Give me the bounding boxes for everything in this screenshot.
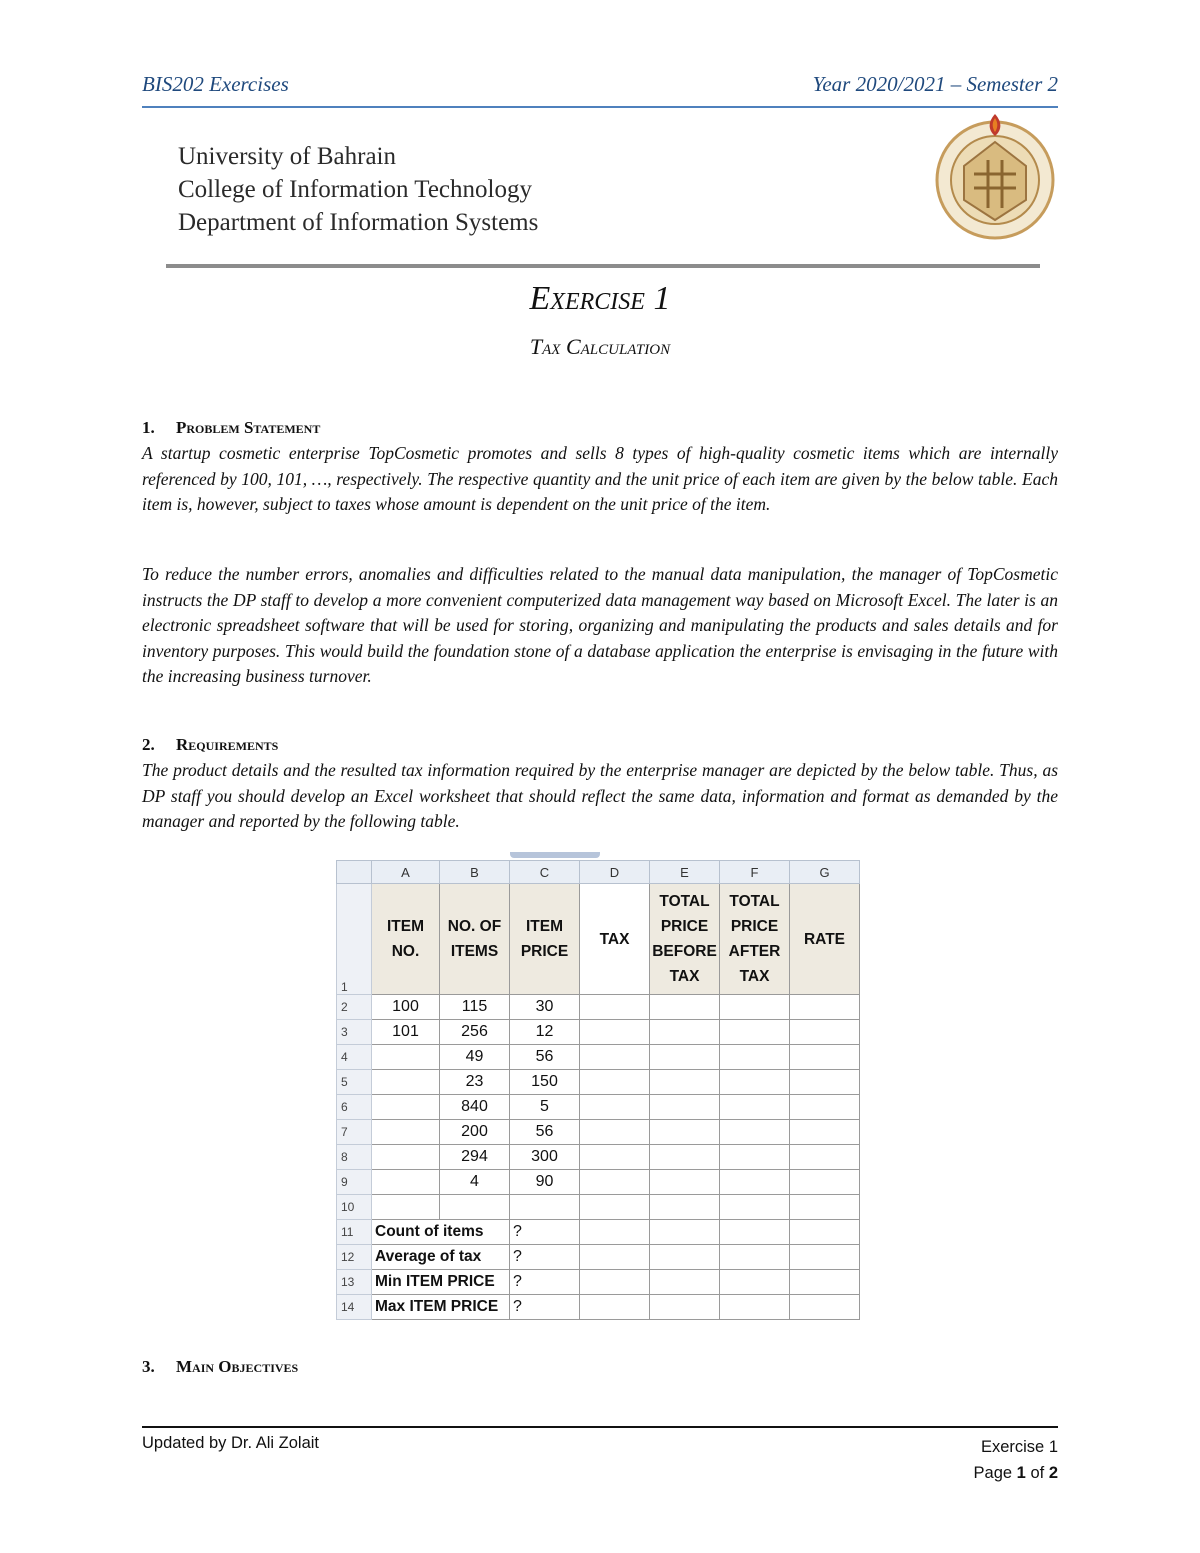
tax-cell <box>580 1195 650 1220</box>
term-label: Year 2020/2021 – Semester 2 <box>812 72 1058 96</box>
no-of-items-cell: 49 <box>440 1045 510 1070</box>
no-of-items-cell: 200 <box>440 1120 510 1145</box>
rate-cell <box>790 1120 860 1145</box>
empty-cell <box>580 1295 650 1320</box>
tax-cell <box>580 1070 650 1095</box>
row-number: 1 <box>337 884 372 995</box>
select-all-corner <box>337 861 372 884</box>
summary-label: Count of items <box>372 1220 510 1245</box>
section-heading-requirements <box>142 735 278 755</box>
exercise-subtitle-text: Tax Calculation <box>529 334 671 359</box>
empty-cell <box>720 1220 790 1245</box>
item-price-cell: 90 <box>510 1170 580 1195</box>
no-of-items-cell <box>440 1195 510 1220</box>
no-of-items-cell: 256 <box>440 1020 510 1045</box>
rate-cell <box>790 1095 860 1120</box>
no-of-items-cell: 23 <box>440 1070 510 1095</box>
problem-paragraph-2: To reduce the number errors, anomalies and difficulties related to the manual data manipulation, the manager of TopCosmetic instructs the DP staff to develop a more convenient computerized data management way based on Microsoft Excel. The later is an electronic spreadsheet software that will be used for storing, organizing and manipulating the products and sales details and for inventory purposes. This would build the foundation stone of a database application the enterprise is envisaging in the future with the increasing business turnover. <box>142 564 1058 686</box>
item-no-cell: 100 <box>372 995 440 1020</box>
total-after-tax-cell <box>720 1045 790 1070</box>
total-before-tax-cell <box>650 1120 720 1145</box>
column-header: D <box>580 861 650 884</box>
exercise-title <box>0 280 1200 318</box>
summary-row <box>337 1245 860 1270</box>
university-seal-logo <box>928 108 1062 242</box>
header-row <box>337 884 860 995</box>
rate-cell <box>790 1045 860 1070</box>
total-before-tax-cell <box>650 1045 720 1070</box>
empty-cell <box>720 1295 790 1320</box>
empty-cell <box>790 1270 860 1295</box>
table-row <box>337 1170 860 1195</box>
rate-cell <box>790 1020 860 1045</box>
college-name: College of Information Technology <box>178 176 532 203</box>
header-cell-item-price: ITEM PRICE <box>510 884 580 995</box>
summary-label: Min ITEM PRICE <box>372 1270 510 1295</box>
summary-row <box>337 1295 860 1320</box>
total-before-tax-cell <box>650 1195 720 1220</box>
row-number: 5 <box>337 1070 372 1095</box>
no-of-items-cell: 294 <box>440 1145 510 1170</box>
item-price-cell: 12 <box>510 1020 580 1045</box>
footer-divider <box>142 1426 1058 1428</box>
institution-divider <box>166 264 1040 268</box>
total-before-tax-cell <box>650 1145 720 1170</box>
empty-cell <box>650 1245 720 1270</box>
total-after-tax-cell <box>720 1195 790 1220</box>
total-before-tax-cell <box>650 995 720 1020</box>
header-cell-rate: RATE <box>790 884 860 995</box>
exercise-subtitle <box>0 334 1200 360</box>
summary-value: ? <box>510 1220 580 1245</box>
row-number: 4 <box>337 1045 372 1070</box>
row-number: 10 <box>337 1195 372 1220</box>
header-cell-total-before-tax: TOTAL PRICE BEFORE TAX <box>650 884 720 995</box>
footer-exercise: Exercise 1 <box>980 1438 1058 1456</box>
header-cell-total-after-tax: TOTAL PRICE AFTER TAX <box>720 884 790 995</box>
item-no-cell <box>372 1045 440 1070</box>
summary-label: Max ITEM PRICE <box>372 1295 510 1320</box>
row-number: 7 <box>337 1120 372 1145</box>
footer-author: Updated by Dr. Ali Zolait <box>142 1434 320 1452</box>
institution-block <box>178 140 538 239</box>
page-number: Page 1 of 2 <box>973 1464 1058 1482</box>
table-row <box>337 1195 860 1220</box>
row-number: 9 <box>337 1170 372 1195</box>
section-number: 2. <box>142 735 155 754</box>
empty-cell <box>720 1245 790 1270</box>
header-cell-no-of-items: NO. OF ITEMS <box>440 884 510 995</box>
total-after-tax-cell <box>720 1170 790 1195</box>
summary-row <box>337 1270 860 1295</box>
table-row <box>337 1070 860 1095</box>
rate-cell <box>790 1070 860 1095</box>
row-number: 2 <box>337 995 372 1020</box>
row-number: 12 <box>337 1245 372 1270</box>
no-of-items-cell: 840 <box>440 1095 510 1120</box>
department-name: Department of Information Systems <box>178 209 539 236</box>
ribbon-tab-edge <box>510 852 600 858</box>
summary-label: Average of tax <box>372 1245 510 1270</box>
course-label: BIS202 Exercises <box>142 72 289 96</box>
total-after-tax-cell <box>720 1070 790 1095</box>
table-row <box>337 995 860 1020</box>
item-no-cell <box>372 1170 440 1195</box>
running-header <box>142 72 1058 108</box>
header-cell-tax: TAX <box>580 884 650 995</box>
tax-cell <box>580 1120 650 1145</box>
total-before-tax-cell <box>650 1020 720 1045</box>
total-before-tax-cell <box>650 1095 720 1120</box>
exercise-title-text: Exercise 1 <box>529 280 671 317</box>
row-number: 3 <box>337 1020 372 1045</box>
requirements-paragraph: The product details and the resulted tax information required by the enterprise manager are depicted by the below table. Thus, as DP staff you should develop an Excel worksheet that should reflect the same data, information and format as demanded by the manager and reported by the following table. <box>142 760 1058 831</box>
item-no-cell <box>372 1070 440 1095</box>
item-price-cell <box>510 1195 580 1220</box>
summary-value: ? <box>510 1295 580 1320</box>
item-price-cell: 30 <box>510 995 580 1020</box>
tax-cell <box>580 1095 650 1120</box>
data-body <box>337 995 860 1220</box>
empty-cell <box>650 1270 720 1295</box>
item-price-cell: 56 <box>510 1120 580 1145</box>
row-number: 11 <box>337 1220 372 1245</box>
tax-cell <box>580 1045 650 1070</box>
tax-cell <box>580 995 650 1020</box>
item-no-cell <box>372 1195 440 1220</box>
empty-cell <box>580 1245 650 1270</box>
header-cell-item-no: ITEM NO. <box>372 884 440 995</box>
column-header: B <box>440 861 510 884</box>
column-header: F <box>720 861 790 884</box>
total-after-tax-cell <box>720 1145 790 1170</box>
row-number: 8 <box>337 1145 372 1170</box>
university-name: University of Bahrain <box>178 143 397 170</box>
problem-paragraph-1: A startup cosmetic enterprise TopCosmetic promotes and sells 8 types of high-quality cosmetic items which are internally referenced by 100, 101, …, respectively. The respective quantity and the unit price of each item are given by the below table. Each item is, however, subject to taxes whose amount is dependent on the unit price of the item. <box>142 443 1058 514</box>
section-title: Requirements <box>176 735 279 754</box>
rate-cell <box>790 1195 860 1220</box>
item-no-cell <box>372 1120 440 1145</box>
table-row <box>337 1145 860 1170</box>
row-number: 13 <box>337 1270 372 1295</box>
section-heading-problem <box>142 418 320 438</box>
empty-cell <box>790 1220 860 1245</box>
row-number: 6 <box>337 1095 372 1120</box>
no-of-items-cell: 115 <box>440 995 510 1020</box>
empty-cell <box>790 1295 860 1320</box>
empty-cell <box>790 1245 860 1270</box>
item-price-cell: 150 <box>510 1070 580 1095</box>
spreadsheet-screenshot <box>336 860 860 1320</box>
table-row <box>337 1045 860 1070</box>
total-after-tax-cell <box>720 995 790 1020</box>
total-after-tax-cell <box>720 1020 790 1045</box>
column-header: C <box>510 861 580 884</box>
item-no-cell: 101 <box>372 1020 440 1045</box>
total-after-tax-cell <box>720 1095 790 1120</box>
item-price-cell: 300 <box>510 1145 580 1170</box>
table-row <box>337 1020 860 1045</box>
summary-value: ? <box>510 1270 580 1295</box>
rate-cell <box>790 1170 860 1195</box>
section-title: Main Objectives <box>176 1357 299 1376</box>
column-header: E <box>650 861 720 884</box>
tax-cell <box>580 1020 650 1045</box>
section-number: 1. <box>142 418 155 437</box>
rate-cell <box>790 1145 860 1170</box>
item-price-cell: 56 <box>510 1045 580 1070</box>
empty-cell <box>720 1270 790 1295</box>
total-before-tax-cell <box>650 1170 720 1195</box>
tax-cell <box>580 1145 650 1170</box>
summary-row <box>337 1220 860 1245</box>
row-number: 14 <box>337 1295 372 1320</box>
total-after-tax-cell <box>720 1120 790 1145</box>
no-of-items-cell: 4 <box>440 1170 510 1195</box>
item-price-cell: 5 <box>510 1095 580 1120</box>
column-header-row <box>337 861 860 884</box>
table-row <box>337 1120 860 1145</box>
footer-right <box>974 1434 1058 1486</box>
tax-cell <box>580 1170 650 1195</box>
empty-cell <box>580 1270 650 1295</box>
empty-cell <box>580 1220 650 1245</box>
section-number: 3. <box>142 1357 155 1376</box>
column-header: G <box>790 861 860 884</box>
rate-cell <box>790 995 860 1020</box>
empty-cell <box>650 1220 720 1245</box>
summary-body <box>337 1220 860 1320</box>
summary-value: ? <box>510 1245 580 1270</box>
table-row <box>337 1095 860 1120</box>
empty-cell <box>650 1295 720 1320</box>
item-no-cell <box>372 1145 440 1170</box>
section-heading-objectives <box>142 1357 298 1377</box>
total-before-tax-cell <box>650 1070 720 1095</box>
spreadsheet-table <box>336 860 860 1320</box>
item-no-cell <box>372 1095 440 1120</box>
section-title: Problem Statement <box>176 418 321 437</box>
column-header: A <box>372 861 440 884</box>
